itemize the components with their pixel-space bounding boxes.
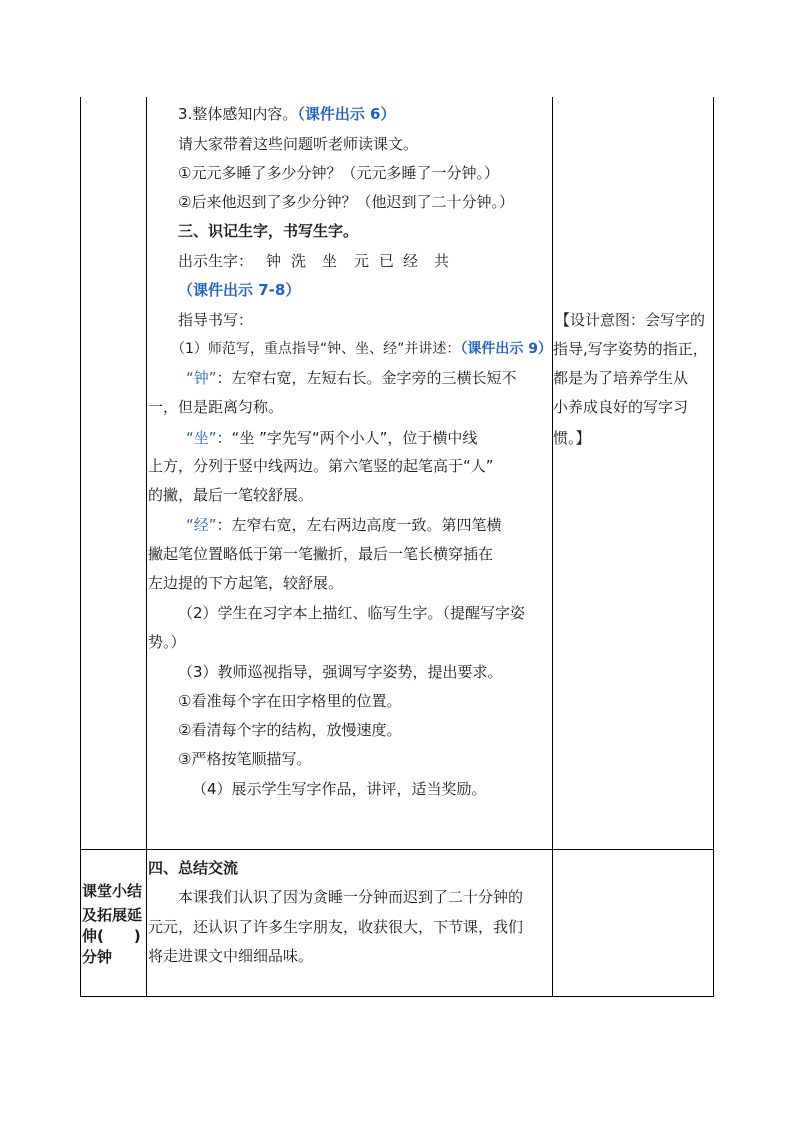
jing-key: “经” bbox=[186, 516, 217, 534]
section3-heading: 三、识记生字，书写生字。 bbox=[178, 222, 359, 240]
category-line-1: 课堂小结 bbox=[82, 882, 143, 900]
category-line-3: 伸( ) bbox=[82, 927, 141, 945]
step3b-line: （3）教师巡视指导，强调写字姿势，提出要求。 bbox=[178, 663, 503, 681]
summary-line-2: 元元，还认识了许多生字朋友，收获很大，下节课，我们 bbox=[148, 918, 524, 936]
courseware-ref-9: （课件出示 9） bbox=[460, 341, 552, 357]
jing-line1: ：左窄右宽，左右两边高度一致。第四笔横 bbox=[216, 516, 502, 534]
table-col-divider-1 bbox=[146, 97, 147, 997]
courseware-ref-6: （课件出示 6） bbox=[297, 105, 396, 123]
question-1: ①元元多睡了多少分钟？（元元多睡了一分钟。） bbox=[178, 164, 499, 182]
char-xi: 洗 bbox=[291, 252, 307, 270]
zuo-line1: ：“坐 ”字先写“两个小人”，位于横中线 bbox=[216, 429, 478, 447]
summary-heading: 四、总结交流 bbox=[148, 859, 239, 877]
demo-prefix: （1）师范写，重点指导“钟、坐、经”并讲述： bbox=[171, 341, 461, 357]
guide-writing-label: 指导书写： bbox=[178, 311, 254, 329]
show-chars-line bbox=[178, 251, 253, 271]
zhong-explanation bbox=[186, 368, 517, 388]
step3-number: 3. bbox=[178, 105, 193, 123]
table-right-border bbox=[713, 97, 714, 997]
table-col-divider-2 bbox=[552, 97, 553, 997]
step3-line bbox=[178, 104, 396, 124]
char-yuan: 元 bbox=[354, 252, 370, 270]
requirement-1: ①看准每个字在田字格里的位置。 bbox=[178, 692, 402, 710]
zhong-key: “钟” bbox=[186, 369, 217, 387]
question-2: ②后来他迟到了多少分钟？（他迟到了二十分钟。） bbox=[178, 193, 514, 211]
char-gong: 共 bbox=[434, 252, 450, 270]
design-note-line-4: 小养成良好的写字习 bbox=[553, 398, 689, 416]
zhong-line2: 一，但是距离匀称。 bbox=[148, 398, 284, 416]
design-note-line-1: 【设计意图：会写字的 bbox=[555, 311, 706, 329]
intro-line: 请大家带着这些问题听老师读课文。 bbox=[178, 135, 419, 153]
table-row-divider bbox=[80, 849, 714, 850]
zuo-explanation bbox=[186, 428, 477, 448]
char-jing: 经 bbox=[403, 252, 419, 270]
category-line-2: 及拓展延 bbox=[82, 906, 143, 924]
char-zuo: 坐 bbox=[322, 252, 338, 270]
jing-line2: 撇起笔位置略低于第一笔撇折，最后一笔长横穿插在 bbox=[148, 545, 494, 563]
zuo-line2: 上方，分列于竖中线两边。第六笔竖的起笔高于“人” bbox=[148, 457, 494, 475]
zhong-line1: ：左窄右宽，左短右长。金字旁的三横长短不 bbox=[216, 369, 517, 387]
table-left-border bbox=[80, 97, 81, 997]
show-chars-label: 出示生字： bbox=[178, 252, 254, 270]
summary-line-3: 将走进课文中细细品味。 bbox=[148, 947, 314, 965]
step2-line1: （2）学生在习字本上描红、临写生字。（提醒写字姿 bbox=[178, 604, 526, 622]
table-bottom-border bbox=[80, 996, 714, 997]
char-yi: 已 bbox=[379, 252, 395, 270]
design-note-line-5: 惯。】 bbox=[553, 429, 591, 447]
requirement-2: ②看清每个字的结构，放慢速度。 bbox=[178, 721, 402, 739]
design-note-line-2: 指导,写字姿势的指正， bbox=[553, 340, 708, 358]
demo-line bbox=[171, 339, 552, 359]
category-line-4: 分钟 bbox=[82, 948, 113, 966]
courseware-ref-7-8: （课件出示 7-8） bbox=[178, 281, 301, 299]
design-note-line-3: 都是为了培养学生从 bbox=[553, 369, 689, 387]
requirement-3: ③严格按笔顺描写。 bbox=[178, 750, 312, 768]
zuo-line3: 的撇，最后一笔较舒展。 bbox=[148, 486, 314, 504]
zuo-key: “坐” bbox=[186, 429, 217, 447]
jing-line3: 左边提的下方起笔，较舒展。 bbox=[148, 574, 344, 592]
step3-text: 整体感知内容。 bbox=[192, 105, 298, 123]
jing-explanation bbox=[186, 515, 502, 535]
summary-line-1: 本课我们认识了因为贪睡一分钟而迟到了二十分钟的 bbox=[178, 888, 524, 906]
char-zhong: 钟 bbox=[266, 252, 282, 270]
step4-line: （4）展示学生写字作品，讲评，适当奖励。 bbox=[192, 780, 487, 798]
step2-line2: 势。） bbox=[148, 633, 186, 651]
